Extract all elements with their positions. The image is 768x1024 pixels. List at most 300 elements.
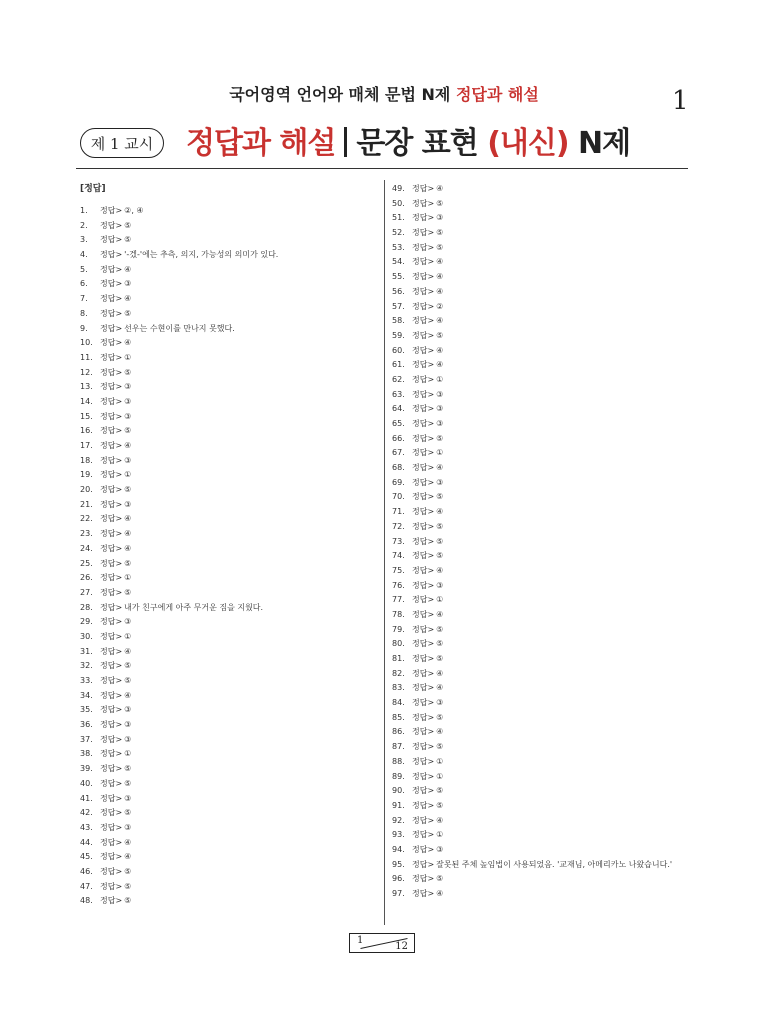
answer-row (80, 836, 380, 851)
answer-text: ⑤ (124, 881, 132, 891)
answer-text: ⑤ (436, 800, 444, 810)
answer-number: 88. (392, 756, 405, 766)
answer-text: ① (436, 756, 444, 766)
answer-row (392, 843, 690, 858)
answer-number: 86. (392, 727, 405, 737)
answer-text: '-겠-'에는 추측, 의지, 가능성의 의미가 있다. (124, 250, 279, 260)
answer-text: ④ (124, 338, 132, 348)
answer-row (392, 182, 690, 197)
answer-text: ① (124, 749, 132, 759)
answer-number: 24. (80, 543, 93, 553)
answer-number: 17. (80, 441, 93, 450)
answer-row (80, 204, 380, 219)
answer-row (392, 549, 690, 564)
answer-row (392, 329, 690, 344)
answer-text: ④ (436, 683, 444, 693)
answer-row (80, 366, 380, 381)
answer-label: 정답> (412, 198, 435, 208)
answer-text: ⑤ (436, 639, 444, 649)
page-number: 1 (672, 86, 689, 116)
answer-label: 정답> (412, 595, 435, 605)
answer-number: 22. (80, 514, 93, 524)
answer-text: ⑤ (436, 654, 444, 663)
answer-text: ④ (124, 646, 132, 656)
answer-row (80, 322, 380, 337)
answer-text: ⑤ (436, 551, 444, 561)
answer-number: 7. (80, 294, 88, 304)
answer-label: 정답> (412, 242, 435, 252)
answer-text: ③ (124, 705, 132, 715)
total-pages: 12 (395, 941, 408, 952)
answer-row (392, 755, 690, 770)
answer-text: ④ (436, 668, 444, 678)
answer-row (80, 630, 380, 645)
answer-number: 30. (80, 631, 93, 641)
answer-text: ⑤ (436, 712, 444, 722)
answer-text: ⑤ (436, 624, 444, 634)
answer-label: 정답> (412, 668, 435, 678)
answer-row (80, 880, 380, 895)
answer-text: ① (436, 448, 444, 458)
answer-text: ⑤ (124, 808, 132, 818)
answer-number: 26. (80, 573, 93, 583)
answer-number: 56. (392, 286, 405, 296)
answer-row (80, 762, 380, 777)
answer-row (80, 292, 380, 307)
answer-number: 11. (80, 352, 93, 362)
answer-number: 77. (392, 595, 405, 605)
answer-row (392, 344, 690, 359)
answer-row (392, 505, 690, 520)
answer-row (80, 498, 380, 513)
answer-row (80, 542, 380, 557)
answer-number: 28. (80, 602, 93, 612)
answer-row (80, 454, 380, 469)
answer-label: 정답> (412, 800, 435, 810)
answer-number: 45. (80, 852, 93, 862)
answer-number: 34. (80, 690, 93, 700)
answer-number: 55. (392, 272, 405, 282)
answer-text: ③ (436, 580, 444, 590)
answer-number: 91. (392, 800, 405, 810)
answer-row (80, 689, 380, 704)
answer-number: 97. (392, 889, 405, 899)
answer-label: 정답> (412, 536, 435, 546)
answer-text: ④ (436, 727, 444, 737)
answer-label: 정답> (100, 514, 123, 524)
answer-label: 정답> (412, 609, 435, 619)
answer-label: 정답> (100, 426, 123, 436)
answer-row (80, 674, 380, 689)
answer-label: 정답> (412, 404, 435, 414)
answer-label: 정답> (100, 852, 123, 862)
title-topic: 문장 표현 (356, 126, 478, 161)
answer-text: ③ (436, 698, 444, 708)
answer-number: 76. (392, 580, 405, 590)
answer-row (80, 336, 380, 351)
answer-text: ④ (436, 257, 444, 267)
answer-label: 정답> (100, 235, 123, 245)
answer-label: 정답> (412, 624, 435, 634)
answer-number: 38. (80, 749, 93, 759)
answer-label: 정답> (412, 771, 435, 781)
answer-row (392, 858, 690, 873)
answer-number: 8. (80, 308, 88, 318)
answer-text: ③ (124, 720, 132, 730)
answer-row (392, 814, 690, 829)
answer-label: 정답> (100, 617, 123, 627)
answer-label: 정답> (100, 499, 123, 509)
answer-number: 37. (80, 734, 93, 744)
answer-text: ⑤ (124, 426, 132, 436)
answer-row (80, 557, 380, 572)
answer-row (392, 887, 690, 902)
answer-label: 정답> (100, 602, 123, 612)
answer-label: 정답> (100, 808, 123, 818)
answer-label: 정답> (100, 881, 123, 891)
answer-label: 정답> (412, 727, 435, 737)
answer-text: ⑤ (436, 874, 444, 884)
answer-text: ④ (436, 609, 444, 619)
answer-label: 정답> (100, 837, 123, 847)
answer-number: 94. (392, 844, 405, 854)
answer-number: 60. (392, 345, 405, 355)
answer-row (392, 285, 690, 300)
answer-row (392, 490, 690, 505)
answer-number: 52. (392, 228, 405, 238)
answer-text: ⑤ (436, 742, 444, 752)
answer-row (80, 792, 380, 807)
answer-label: 정답> (100, 206, 123, 215)
answer-row (392, 725, 690, 740)
answer-row (392, 667, 690, 682)
answer-text: ① (124, 352, 132, 362)
answer-label: 정답> (100, 455, 123, 465)
answer-number: 3. (80, 235, 88, 245)
answer-label: 정답> (100, 470, 123, 480)
answer-number: 93. (392, 830, 405, 840)
answer-row (80, 586, 380, 601)
answer-label: 정답> (412, 433, 435, 443)
answer-label: 정답> (412, 374, 435, 384)
answer-number: 96. (392, 874, 405, 884)
answer-label: 정답> (100, 676, 123, 685)
answer-number: 90. (392, 786, 405, 796)
answer-row (80, 380, 380, 395)
answer-row (392, 770, 690, 785)
answer-label: 정답> (100, 558, 123, 568)
answer-row (392, 784, 690, 799)
answer-number: 40. (80, 778, 93, 788)
answer-text: ③ (124, 279, 132, 289)
answer-text: ②, ④ (124, 206, 144, 215)
answer-label: 정답> (412, 580, 435, 590)
answer-number: 19. (80, 470, 93, 480)
header-rule (76, 168, 688, 169)
answer-number: 58. (392, 316, 405, 326)
answer-row (392, 417, 690, 432)
answer-label: 정답> (100, 323, 123, 333)
answer-text: ④ (436, 463, 444, 473)
answer-row (80, 601, 380, 616)
answer-text: ④ (436, 815, 444, 825)
answer-number: 14. (80, 396, 93, 406)
answer-text: ④ (436, 889, 444, 899)
answer-row (392, 872, 690, 887)
answer-row (392, 226, 690, 241)
answer-text: ① (124, 573, 132, 583)
answer-label: 정답> (412, 830, 435, 840)
answer-label: 정답> (100, 352, 123, 362)
answer-number: 78. (392, 609, 405, 619)
answer-row (80, 850, 380, 865)
answer-text: ② (436, 301, 444, 311)
subtitle-accent: 정답과 해설 (455, 85, 539, 104)
answer-text: ③ (124, 411, 132, 421)
answer-number: 5. (80, 264, 88, 274)
answer-label: 정답> (100, 661, 123, 671)
answer-text: ⑤ (436, 536, 444, 546)
answer-text: ⑤ (436, 228, 444, 238)
answer-row (392, 593, 690, 608)
answer-label: 정답> (412, 301, 435, 311)
answer-number: 23. (80, 529, 93, 539)
answer-label: 정답> (100, 866, 123, 876)
answer-number: 83. (392, 683, 405, 693)
answer-number: 59. (392, 330, 405, 340)
title-suffix: N제 (578, 126, 631, 161)
answer-text: ③ (124, 396, 132, 406)
answer-text: ⑤ (436, 433, 444, 443)
answer-row (80, 733, 380, 748)
answer-row (80, 571, 380, 586)
answer-label: 정답> (100, 690, 123, 700)
answer-label: 정답> (412, 815, 435, 825)
answer-row (392, 579, 690, 594)
answer-row (392, 623, 690, 638)
answer-number: 61. (392, 360, 405, 370)
answer-label: 정답> (412, 389, 435, 399)
answer-label: 정답> (100, 367, 123, 377)
answer-label: 정답> (100, 308, 123, 318)
answer-row (80, 424, 380, 439)
answer-number: 92. (392, 815, 405, 825)
answer-number: 73. (392, 536, 405, 546)
answer-text: ④ (436, 507, 444, 517)
answer-text: ④ (436, 360, 444, 370)
answer-text: ③ (436, 477, 444, 487)
answer-label: 정답> (100, 250, 123, 260)
answer-row (392, 446, 690, 461)
answer-text: ③ (436, 404, 444, 414)
answer-row (392, 696, 690, 711)
answer-text: ④ (436, 345, 444, 355)
answer-text: ① (436, 374, 444, 384)
answer-row (80, 806, 380, 821)
answer-number: 32. (80, 661, 93, 671)
answer-label: 정답> (100, 543, 123, 553)
document-subtitle (0, 82, 768, 105)
answer-row (392, 432, 690, 447)
answer-text: ④ (124, 690, 132, 700)
answer-label: 정답> (412, 889, 435, 899)
answer-text: ⑤ (124, 896, 132, 906)
answer-text: ⑤ (124, 220, 132, 230)
answer-number: 51. (392, 213, 405, 223)
answer-row (80, 263, 380, 278)
answer-label: 정답> (412, 654, 435, 663)
page-indicator (349, 933, 415, 953)
answer-row (80, 703, 380, 718)
answer-number: 69. (392, 477, 405, 487)
current-page: 1 (357, 935, 364, 946)
answer-number: 63. (392, 389, 405, 399)
answer-text: ⑤ (124, 764, 132, 774)
answer-row (80, 248, 380, 263)
answer-number: 48. (80, 896, 93, 906)
answer-row (80, 718, 380, 733)
answer-row (392, 608, 690, 623)
answer-row (80, 410, 380, 425)
answer-number: 46. (80, 866, 93, 876)
answer-row (80, 821, 380, 836)
answer-number: 36. (80, 720, 93, 730)
answer-label: 정답> (412, 272, 435, 282)
answer-row (392, 799, 690, 814)
answer-row (392, 197, 690, 212)
answer-row (392, 828, 690, 843)
answer-number: 54. (392, 257, 405, 267)
answer-number: 25. (80, 558, 93, 568)
answer-text: ⑤ (436, 242, 444, 252)
answer-number: 49. (392, 184, 405, 193)
answer-label: 정답> (100, 294, 123, 304)
answer-number: 84. (392, 698, 405, 708)
answer-text: ④ (124, 529, 132, 539)
answer-label: 정답> (412, 316, 435, 326)
answer-number: 68. (392, 463, 405, 473)
answer-row (80, 439, 380, 454)
answer-number: 53. (392, 242, 405, 252)
answer-label: 정답> (412, 419, 435, 428)
answer-text: ⑤ (124, 676, 132, 685)
answer-label: 정답> (412, 859, 435, 869)
answer-text: ③ (436, 419, 444, 428)
answer-number: 18. (80, 455, 93, 465)
answer-number: 65. (392, 419, 405, 428)
answer-number: 6. (80, 279, 88, 289)
answer-label: 정답> (100, 749, 123, 759)
answer-text: ⑤ (436, 198, 444, 208)
answer-text: ④ (436, 184, 444, 193)
answer-number: 70. (392, 492, 405, 502)
answer-number: 4. (80, 250, 88, 260)
answer-text: ③ (124, 734, 132, 744)
answer-text: ① (436, 595, 444, 605)
answer-label: 정답> (412, 565, 435, 575)
answer-text: ④ (124, 514, 132, 524)
answer-label: 정답> (412, 683, 435, 693)
answer-text: 선우는 수현이를 만나지 못했다. (124, 323, 235, 333)
answer-label: 정답> (412, 228, 435, 238)
answer-row (392, 300, 690, 315)
answer-row (392, 520, 690, 535)
answer-row (392, 388, 690, 403)
answer-number: 64. (392, 404, 405, 414)
answer-row (80, 747, 380, 762)
answer-label: 정답> (412, 786, 435, 796)
answer-number: 89. (392, 771, 405, 781)
answer-text: ③ (436, 389, 444, 399)
answer-row (80, 512, 380, 527)
answer-text: ① (124, 470, 132, 480)
answer-row (392, 740, 690, 755)
answer-number: 42. (80, 808, 93, 818)
answer-number: 15. (80, 411, 93, 421)
answer-number: 35. (80, 705, 93, 715)
answer-number: 57. (392, 301, 405, 311)
answer-row (80, 395, 380, 410)
answer-label: 정답> (100, 705, 123, 715)
answer-list-right (392, 182, 690, 902)
answer-number: 85. (392, 712, 405, 722)
answer-number: 81. (392, 654, 405, 663)
answer-text: ④ (124, 837, 132, 847)
answer-number: 33. (80, 676, 93, 685)
answer-row (392, 241, 690, 256)
answer-text: ⑤ (124, 558, 132, 568)
answer-text: ③ (124, 455, 132, 465)
answer-text: 내가 친구에게 아주 무거운 짐을 지웠다. (124, 602, 264, 612)
answer-label: 정답> (100, 396, 123, 406)
answer-row (80, 527, 380, 542)
answer-list-left (80, 204, 380, 909)
answer-row (80, 219, 380, 234)
answer-text: ③ (124, 822, 132, 832)
answer-row (392, 711, 690, 726)
answer-text: ⑤ (124, 866, 132, 876)
title-divider (344, 127, 347, 157)
answer-text: ④ (124, 441, 132, 450)
answer-label: 정답> (100, 382, 123, 392)
answer-row (80, 645, 380, 660)
answer-label: 정답> (100, 279, 123, 289)
answer-label: 정답> (412, 184, 435, 193)
answer-label: 정답> (412, 345, 435, 355)
answer-text: ④ (436, 272, 444, 282)
answer-text: ④ (124, 294, 132, 304)
answer-label: 정답> (100, 646, 123, 656)
answer-label: 정답> (100, 411, 123, 421)
answer-text: ⑤ (124, 661, 132, 671)
answer-text: ③ (124, 793, 132, 803)
answer-text: ③ (124, 382, 132, 392)
answer-label: 정답> (100, 896, 123, 906)
answer-label: 정답> (412, 330, 435, 340)
answer-number: 10. (80, 338, 93, 348)
answers-heading: [정답] (80, 184, 106, 194)
answer-number: 27. (80, 587, 93, 597)
answer-label: 정답> (412, 874, 435, 884)
answer-number: 13. (80, 382, 93, 392)
answer-number: 71. (392, 507, 405, 517)
answer-text: ⑤ (124, 587, 132, 597)
answer-number: 44. (80, 837, 93, 847)
answer-text: ④ (124, 543, 132, 553)
title-category: (내신) (487, 126, 569, 161)
answer-number: 12. (80, 367, 93, 377)
answer-number: 16. (80, 426, 93, 436)
